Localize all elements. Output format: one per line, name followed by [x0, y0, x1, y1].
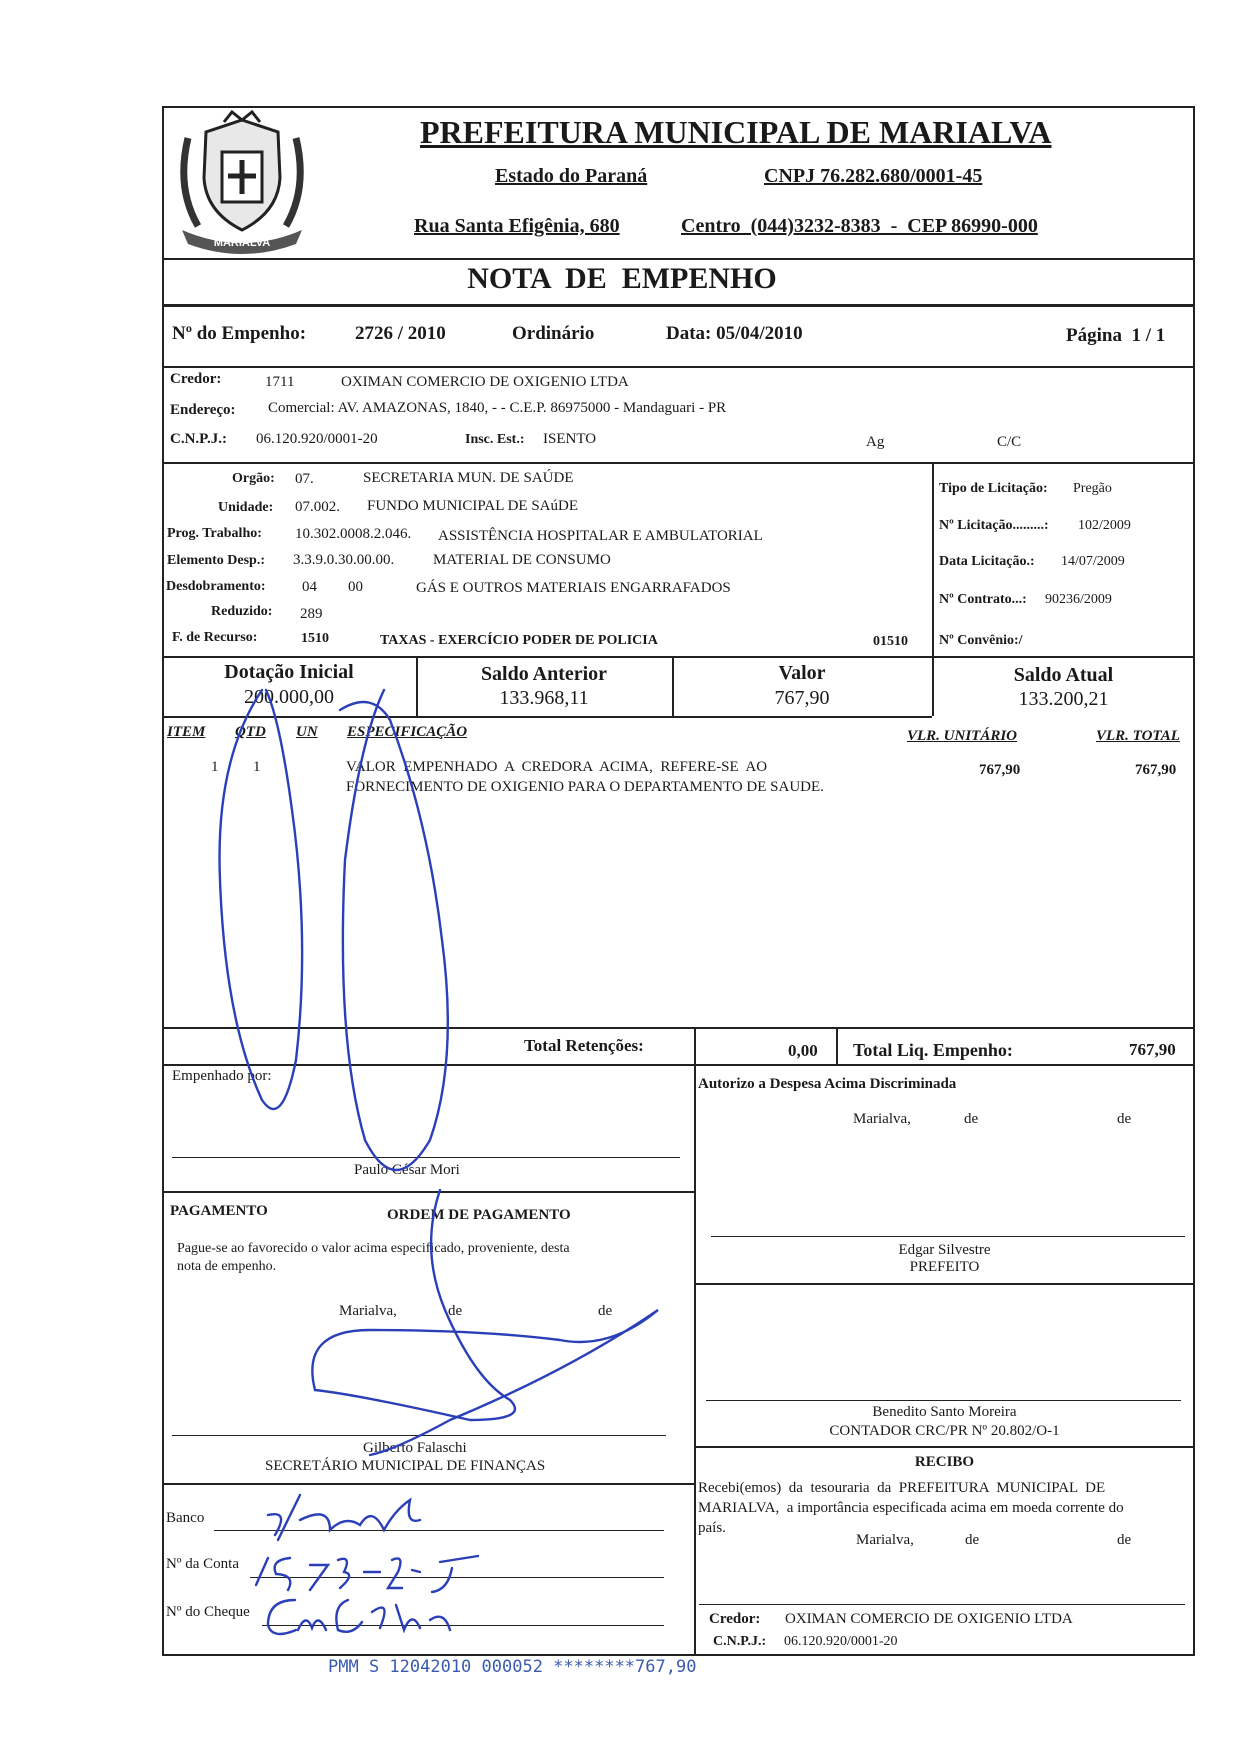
prefeito-role: PREFEITO — [909, 1259, 980, 1275]
document-title: NOTA DE EMPENHO — [467, 262, 777, 295]
saldo-anterior-value: 133.968,11 — [499, 687, 589, 709]
autorizo-de: de — [964, 1111, 979, 1127]
endereco-value: Comercial: AV. AMAZONAS, 1840, - - C.E.P. 86975000 - Mandaguari - PR — [268, 400, 727, 416]
item-description-line1: VALOR EMPENHADO A CREDORA ACIMA, REFERE-SE AO — [346, 759, 768, 775]
cheque-label: Nº do Cheque — [166, 1604, 250, 1620]
banco-label: Banco — [166, 1510, 205, 1526]
column-header-total-value: VLR. TOTAL — [1096, 728, 1180, 744]
elemento-label: Elemento Desp.: — [167, 553, 265, 568]
desdobramento-label: Desdobramento: — [166, 579, 266, 594]
unidade-label: Unidade: — [218, 500, 274, 515]
pagamento-text-line2: nota de empenho. — [177, 1259, 277, 1274]
autorizo-text: Autorizo a Despesa Acima Discriminada — [698, 1076, 957, 1092]
elemento-code: 3.3.9.0.30.00.00. — [293, 552, 395, 568]
header-cnpj: CNPJ 76.282.680/0001-45 — [764, 165, 983, 187]
signature-banco — [268, 1495, 420, 1540]
unidade-code: 07.002. — [295, 499, 340, 515]
recibo-cnpj-value: 06.120.920/0001-20 — [784, 1634, 898, 1649]
cnpj-label: C.N.P.J.: — [170, 431, 227, 447]
endereco-label: Endereço: — [170, 402, 236, 418]
contador-role: CONTADOR CRC/PR Nº 20.802/O-1 — [829, 1423, 1060, 1439]
recibo-cnpj-label: C.N.P.J.: — [713, 1634, 767, 1649]
prog-label: Prog. Trabalho: — [167, 526, 262, 541]
secretario-role: SECRETÁRIO MUNICIPAL DE FINANÇAS — [265, 1458, 546, 1474]
column-header-qtd: QTD — [235, 724, 266, 740]
tipo-licitacao-value: Pregão — [1073, 481, 1112, 496]
empenhado-por-name: Paulo César Mori — [354, 1162, 460, 1178]
total-retencoes-value: 0,00 — [788, 1041, 818, 1060]
empenho-label: Nº do Empenho: — [172, 323, 307, 344]
state-name: Estado do Paraná — [495, 165, 648, 187]
signature-pagamento — [312, 1190, 658, 1455]
prog-value: ASSISTÊNCIA HOSPITALAR E AMBULATORIAL — [438, 528, 763, 544]
licitacao-number-value: 102/2009 — [1078, 518, 1131, 533]
total-liquido-value: 767,90 — [1129, 1040, 1176, 1059]
elemento-value: MATERIAL DE CONSUMO — [433, 552, 611, 568]
recibo-credor-name: OXIMAN COMERCIO DE OXIGENIO LTDA — [785, 1611, 1073, 1627]
ag-label: Ag — [866, 434, 885, 450]
secretario-name: Gilberto Falaschi — [363, 1440, 467, 1456]
reduzido-label: Reduzido: — [211, 604, 273, 619]
saldo-atual-label: Saldo Atual — [1013, 664, 1114, 686]
prog-code: 10.302.0008.2.046. — [295, 526, 412, 542]
signature-cheque — [268, 1600, 450, 1634]
credor-name: OXIMAN COMERCIO DE OXIGENIO LTDA — [341, 374, 629, 390]
pagamento-text-line1: Pague-se ao favorecido o valor acima especificado, proveniente, desta — [177, 1241, 570, 1256]
item-qtd: 1 — [253, 759, 261, 775]
header-address: Rua Santa Efigênia, 680 — [414, 215, 620, 237]
recibo-credor-label: Credor: — [709, 1611, 761, 1627]
contrato-value: 90236/2009 — [1045, 592, 1112, 607]
signature-conta — [256, 1556, 478, 1592]
recibo-text-line1: Recebi(emos) da tesouraria da PREFEITURA MUNICIPAL DE — [698, 1480, 1106, 1496]
conta-label: Nº da Conta — [166, 1556, 239, 1572]
reduzido-value: 289 — [300, 606, 323, 622]
item-description-line2: FORNECIMENTO DE OXIGENIO PARA O DEPARTAMENTO DE SAUDE. — [346, 779, 824, 795]
total-retencoes-label: Total Retenções: — [524, 1036, 644, 1055]
dotacao-value: 200.000,00 — [244, 686, 334, 708]
unidade-value: FUNDO MUNICIPAL DE SAúDE — [367, 498, 578, 514]
autorizo-city: Marialva, — [853, 1111, 911, 1127]
recibo-text-line3: país. — [698, 1520, 726, 1536]
contrato-label: Nº Contrato...: — [939, 592, 1027, 607]
recibo-text-line2: MARIALVA, a importância especificada acima em moeda corrente do — [698, 1500, 1124, 1516]
item-unit-value: 767,90 — [979, 762, 1021, 778]
credor-code: 1711 — [265, 374, 295, 390]
valor-label: Valor — [778, 662, 826, 684]
licitacao-date-label: Data Licitação.: — [939, 554, 1035, 569]
insc-value: ISENTO — [543, 431, 597, 447]
recibo-de: de — [965, 1532, 980, 1548]
empenhado-por-label: Empenhado por: — [172, 1068, 272, 1084]
empenho-date: Data: 05/04/2010 — [666, 323, 803, 344]
valor-value: 767,90 — [774, 687, 830, 709]
item-number: 1 — [211, 759, 219, 775]
page-title: PREFEITURA MUNICIPAL DE MARIALVA — [420, 114, 1052, 150]
tipo-licitacao-label: Tipo de Licitação: — [939, 481, 1048, 496]
column-header-especificacao: ESPECIFICAÇÃO — [347, 724, 468, 740]
recibo-label: RECIBO — [914, 1454, 975, 1470]
column-header-item: ITEM — [167, 724, 206, 740]
contador-name: Benedito Santo Moreira — [872, 1404, 1017, 1420]
convenio-label: Nº Convênio:/ — [939, 633, 1023, 648]
empenho-type: Ordinário — [512, 323, 595, 344]
recurso-code: 1510 — [301, 631, 329, 646]
pagamento-de: de — [598, 1303, 613, 1319]
recurso-value: TAXAS - EXERCÍCIO PODER DE POLICIA — [380, 633, 658, 648]
header-contact: Centro (044)3232-8383 - CEP 86990-000 — [681, 215, 1038, 237]
payment-stamp: PMM S 12042010 000052 ********767,90 — [328, 1657, 697, 1677]
insc-label: Insc. Est.: — [465, 432, 525, 447]
cnpj-value: 06.120.920/0001-20 — [256, 431, 378, 447]
saldo-anterior-label: Saldo Anterior — [480, 663, 608, 685]
pagamento-de: de — [448, 1303, 463, 1319]
saldo-atual-value: 133.200,21 — [1018, 688, 1109, 710]
desdobramento-code: 04 — [302, 579, 317, 595]
autorizo-de: de — [1117, 1111, 1132, 1127]
licitacao-date-value: 14/07/2009 — [1061, 554, 1125, 569]
signature-loop-center — [340, 690, 448, 1170]
column-header-unit-value: VLR. UNITÁRIO — [907, 728, 1018, 744]
recibo-city: Marialva, — [856, 1532, 914, 1548]
orgao-label: Orgão: — [232, 471, 275, 486]
orgao-value: SECRETARIA MUN. DE SAÚDE — [363, 470, 574, 486]
recurso-label: F. de Recurso: — [172, 630, 258, 645]
credor-label: Credor: — [170, 371, 222, 387]
recurso-code-right: 01510 — [873, 634, 908, 649]
item-total-value: 767,90 — [1135, 762, 1177, 778]
dotacao-label: Dotação Inicial — [224, 661, 354, 683]
desdobramento-subcode: 00 — [348, 579, 363, 595]
pagamento-city: Marialva, — [339, 1303, 397, 1319]
signature-loop-left — [220, 690, 303, 1109]
pagamento-label: PAGAMENTO — [170, 1203, 268, 1219]
crest-label: MARIALVA — [213, 237, 271, 249]
total-liquido-label: Total Liq. Empenho: — [853, 1040, 1013, 1060]
licitacao-number-label: Nº Licitação.........: — [939, 518, 1049, 533]
column-header-un: UN — [296, 724, 318, 740]
empenho-number: 2726 / 2010 — [355, 323, 446, 344]
recibo-de: de — [1117, 1532, 1132, 1548]
page-number: Página 1 / 1 — [1066, 325, 1166, 346]
ordem-pagamento-label: ORDEM DE PAGAMENTO — [387, 1207, 571, 1223]
orgao-code: 07. — [295, 471, 314, 487]
prefeito-name: Edgar Silvestre — [898, 1242, 991, 1258]
desdobramento-value: GÁS E OUTROS MATERIAIS ENGARRAFADOS — [416, 580, 731, 596]
cc-label: C/C — [997, 434, 1022, 450]
